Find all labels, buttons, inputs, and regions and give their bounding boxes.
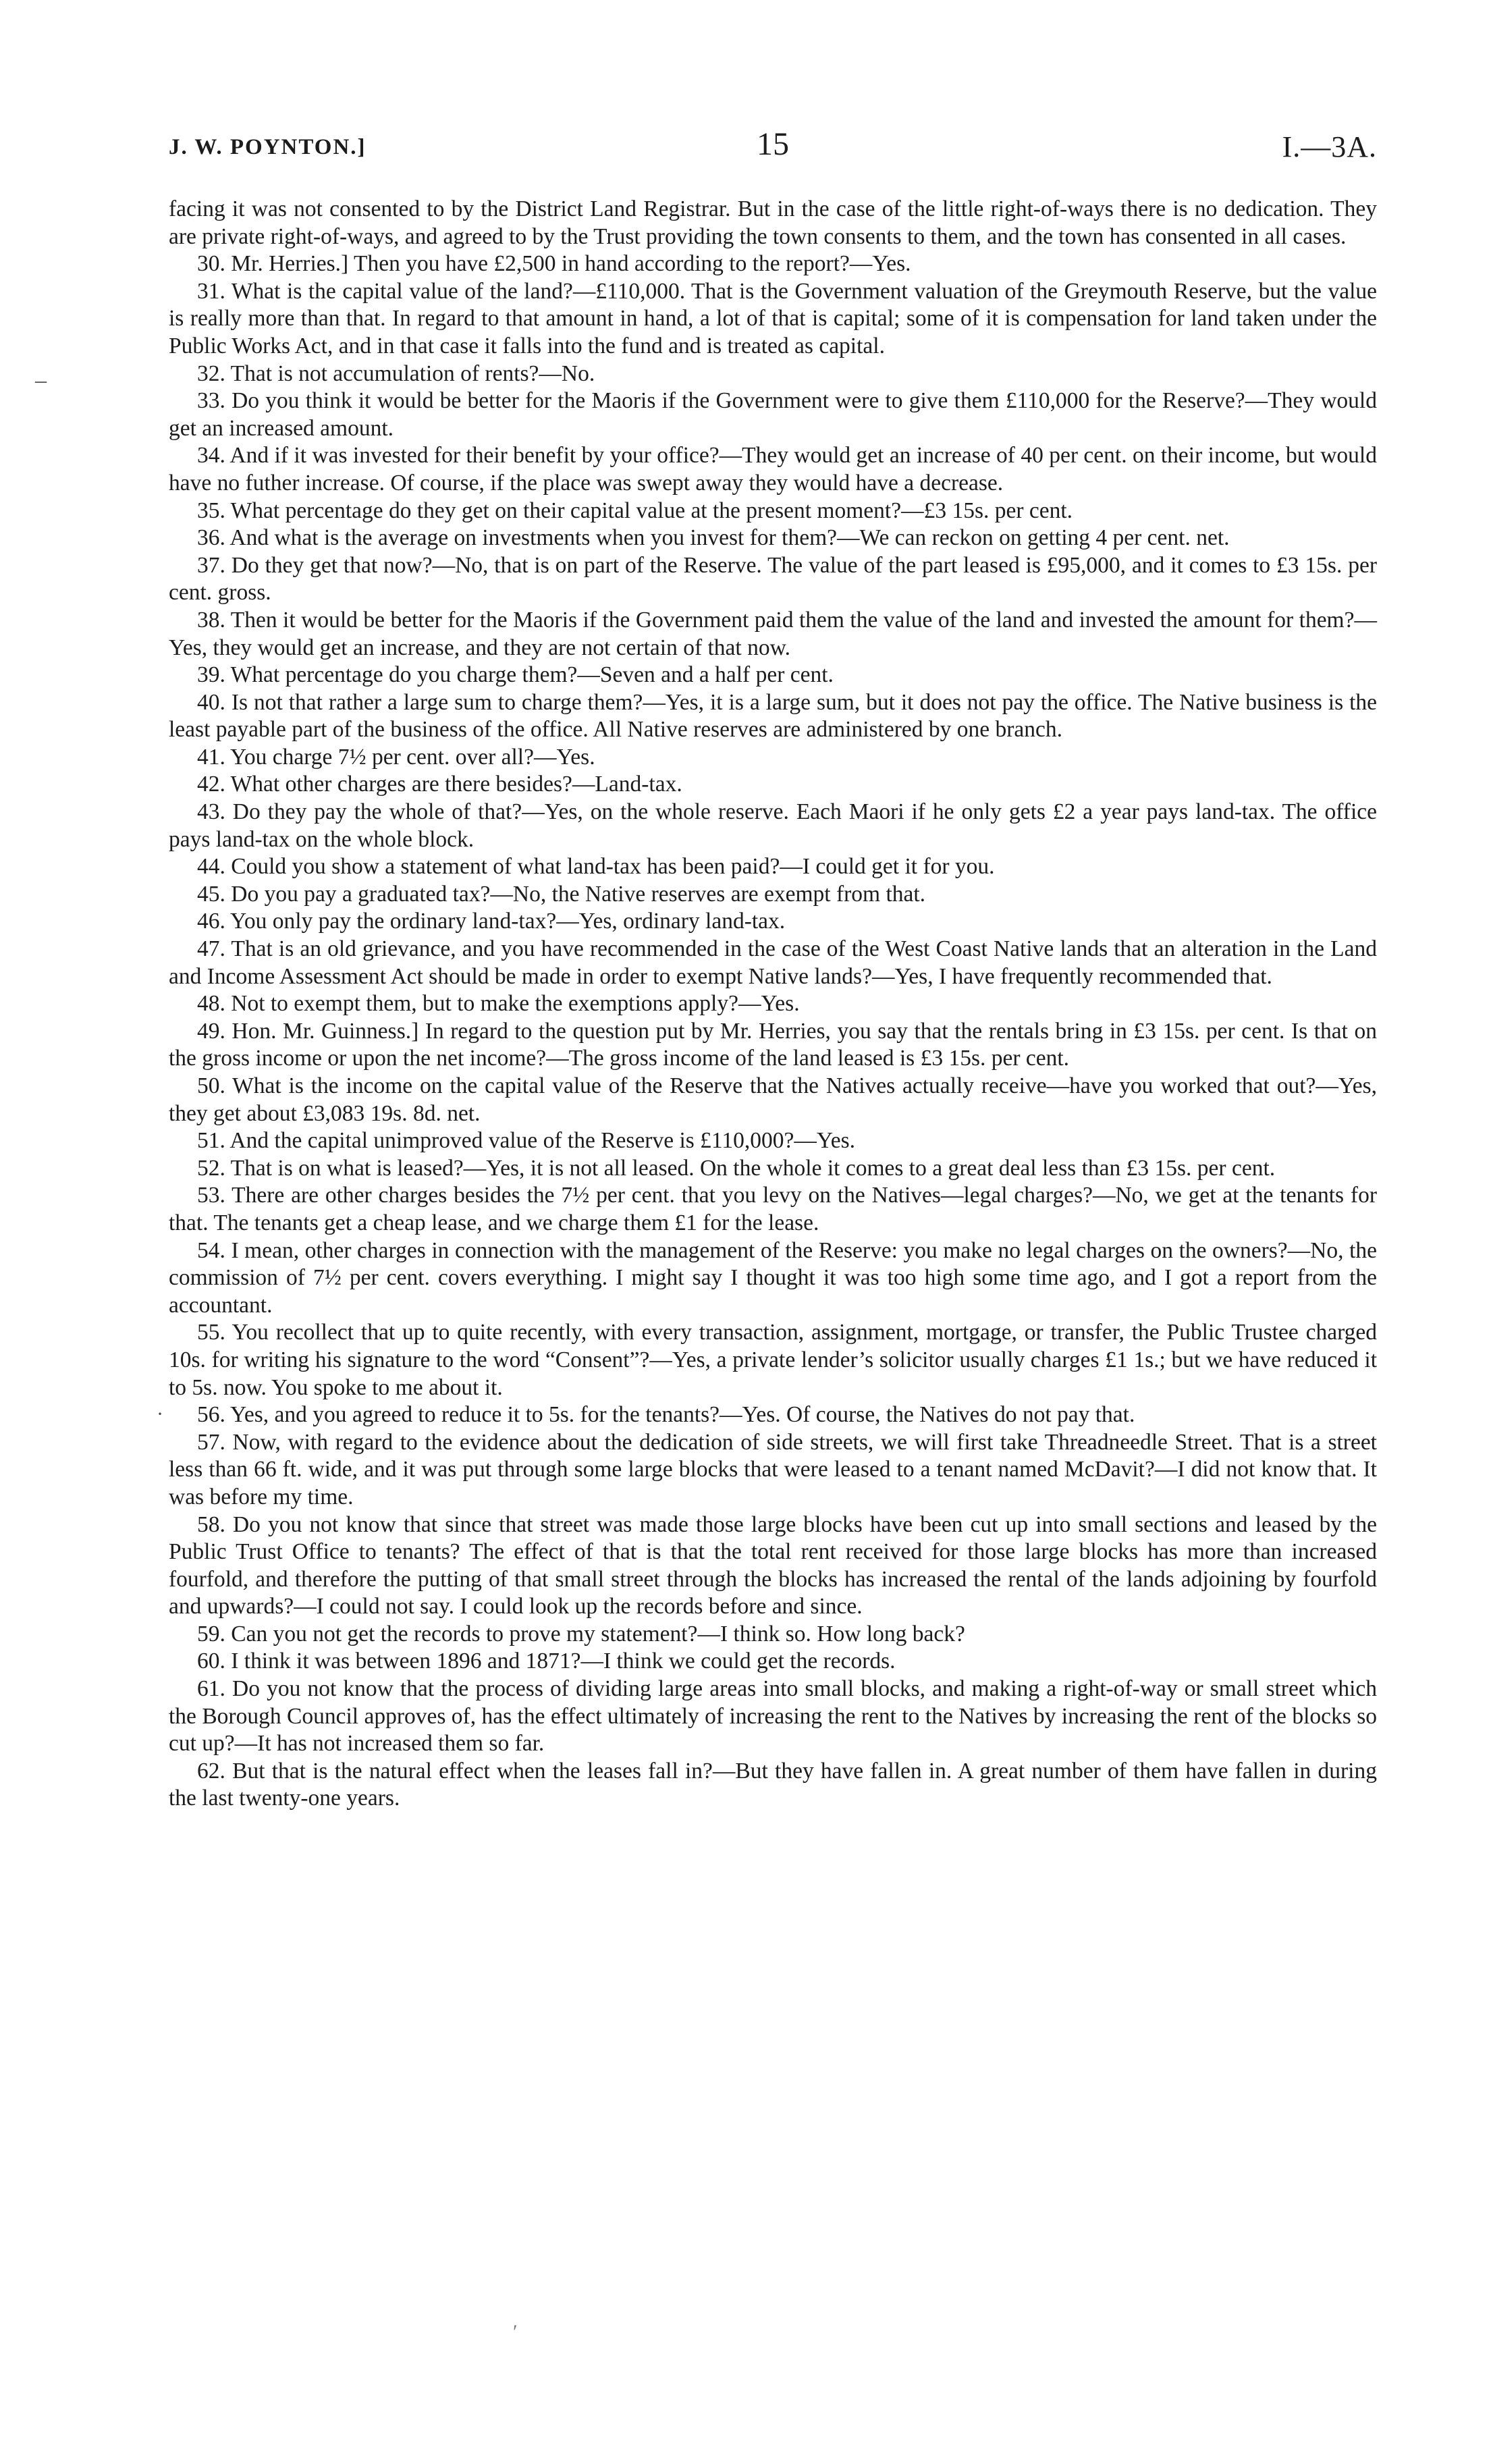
question-55: 55. You recollect that up to quite recently, with every transaction, assignment, mortgage, or transfer, the Public Trustee charged 10s. for writing his signature to the word “Consent”?—Yes, a private lender’s solicitor usually charges £1 1s.; but we have reduced it to 5s. now. You spoke to me about it. xyxy=(169,1320,1377,1400)
paragraph-continuation: facing it was not consented to by the District Land Registrar. But in the case of the little right-of-ways there is no dedication. They are private right-of-ways, and agreed to by the Trust providing the town consents to them, and the town has consented in all cases. xyxy=(169,196,1377,249)
question-35: 35. What percentage do they get on their capital value at the present moment?—£3 15s. per cent. xyxy=(197,498,1073,523)
question-50: 50. What is the income on the capital value of the Reserve that the Natives actually receive—have you worked that out?—Yes, they get about £3,083 19s. 8d. net. xyxy=(169,1073,1377,1126)
question-44: 44. Could you show a statement of what land-tax has been paid?—I could get it for you. xyxy=(197,854,995,880)
question-33: 33. Do you think it would be better for the Maoris if the Government were to give them £110,000 for the Reserve?—They would get an increased amount. xyxy=(169,388,1377,441)
question-43: 43. Do they pay the whole of that?—Yes, on the whole reserve. Each Maori if he only gets £2 a year pays land-tax. The office pays land-tax on the whole block. xyxy=(169,799,1377,852)
question-41: 41. You charge 7½ per cent. over all?—Yes. xyxy=(197,744,595,770)
question-58: 58. Do you not know that since that street was made those large blocks have been cut up into small sections and leased by the Public Trust Office to tenants? The effect of that is that the total rent received for those large blocks has more than increased fourfold, and therefore the putting of that small street through the blocks has increased the rental of the lands adjoining by fourfold and upwards?—I could not say. I could look up the records before and since. xyxy=(169,1511,1377,1619)
question-60: 60. I think it was between 1896 and 1871?—I think we could get the records. xyxy=(197,1649,896,1674)
margin-dash-mark: – xyxy=(35,368,47,393)
question-45: 45. Do you pay a graduated tax?—No, the Native reserves are exempt from that. xyxy=(197,881,926,907)
question-56: 56. Yes, and you agreed to reduce it to 5s. for the tenants?—Yes. Of course, the Natives do not pay that. xyxy=(197,1402,1135,1428)
stray-tick-mark: ′ xyxy=(513,2321,518,2343)
question-47: 47. That is an old grievance, and you have recommended in the case of the West Coast Native lands that an alteration in the Land and Income Assessment Act should be made in order to exempt Native lands?—Yes, I have frequently recommended that. xyxy=(169,936,1377,989)
evidence-text xyxy=(169,196,1377,1813)
paper-reference: I.—3A. xyxy=(1282,130,1377,163)
question-38: 38. Then it would be better for the Maoris if the Government paid them the value of the land and invested the amount for them?—Yes, they would get an increase, and they are not certain of that now. xyxy=(169,607,1377,660)
question-31: 31. What is the capital value of the land?—£110,000. That is the Government valuation of the Greymouth Reserve, but the value is really more than that. In regard to that amount in hand, a lot of that is capital; some of it is compensation for land taken under the Public Works Act, and in that case it falls into the fund and is treated as capital. xyxy=(169,278,1377,358)
question-54: 54. I mean, other charges in connection with the management of the Reserve: you make no legal charges on the owners?—No, the commission of 7½ per cent. covers everything. I might say I thought it was too high some time ago, and I got a report from the accountant. xyxy=(169,1237,1377,1318)
question-36: 36. And what is the average on investments when you invest for them?—We can reckon on getting 4 per cent. net. xyxy=(197,525,1230,551)
question-57: 57. Now, with regard to the evidence about the dedication of side streets, we will first take Threadneedle Street. That is a street less than 66 ft. wide, and it was put through some large blocks that were leased to a tenant named McDavit?—I did not know that. It was before my time. xyxy=(169,1429,1377,1509)
page-header xyxy=(169,126,1377,173)
witness-name: J. W. POYNTON.] xyxy=(169,135,367,159)
question-30: 30. Mr. Herries.] Then you have £2,500 in hand according to the report?—Yes. xyxy=(197,251,911,277)
question-40: 40. Is not that rather a large sum to charge them?—Yes, it is a large sum, but it does not pay the office. The Native business is the least payable part of the business of the office. All Native reserves are administered by one branch. xyxy=(169,689,1377,743)
question-32: 32. That is not accumulation of rents?—No. xyxy=(197,360,595,386)
question-52: 52. That is on what is leased?—Yes, it is not all leased. On the whole it comes to a great deal less than £3 15s. per cent. xyxy=(197,1155,1276,1181)
question-51: 51. And the capital unimproved value of the Reserve is £110,000?—Yes. xyxy=(197,1128,856,1154)
question-49: 49. Hon. Mr. Guinness.] In regard to the question put by Mr. Herries, you say that the rentals bring in £3 15s. per cent. Is that on the gross income or upon the net income?—The gross income of the land leased is £3 15s. per cent. xyxy=(169,1018,1377,1071)
question-62: 62. But that is the natural effect when the leases fall in?—But they have fallen in. A great number of them have fallen in during the last twenty-one years. xyxy=(169,1758,1377,1811)
question-59: 59. Can you not get the records to prove my statement?—I think so. How long back? xyxy=(197,1621,965,1646)
question-46: 46. You only pay the ordinary land-tax?—Yes, ordinary land-tax. xyxy=(197,909,786,934)
question-48: 48. Not to exempt them, but to make the exemptions apply?—Yes. xyxy=(197,991,800,1017)
question-37: 37. Do they get that now?—No, that is on part of the Reserve. The value of the part leased is £95,000, and it comes to £3 15s. per cent. gross. xyxy=(169,552,1377,606)
question-53: 53. There are other charges besides the 7½ per cent. that you levy on the Natives—legal charges?—No, we get at the tenants for that. The tenants get a cheap lease, and we charge them £1 for the lease. xyxy=(169,1183,1377,1235)
question-34: 34. And if it was invested for their benefit by your office?—They would get an increase of 40 per cent. on their income, but would have no futher increase. Of course, if the place was swept away they would have a decrease. xyxy=(169,443,1377,496)
question-39: 39. What percentage do you charge them?—Seven and a half per cent. xyxy=(197,662,834,688)
question-42: 42. What other charges are there besides?—Land-tax. xyxy=(197,772,682,797)
question-61: 61. Do you not know that the process of dividing large areas into small blocks, and making a right-of-way or small street which the Borough Council approves of, has the effect ultimately of increasing the rent to the Natives by increasing the rent of the blocks so cut up?—It has not increased them so far. xyxy=(169,1676,1377,1757)
page-number: 15 xyxy=(757,126,789,162)
margin-dot-mark: · xyxy=(157,1403,163,1425)
